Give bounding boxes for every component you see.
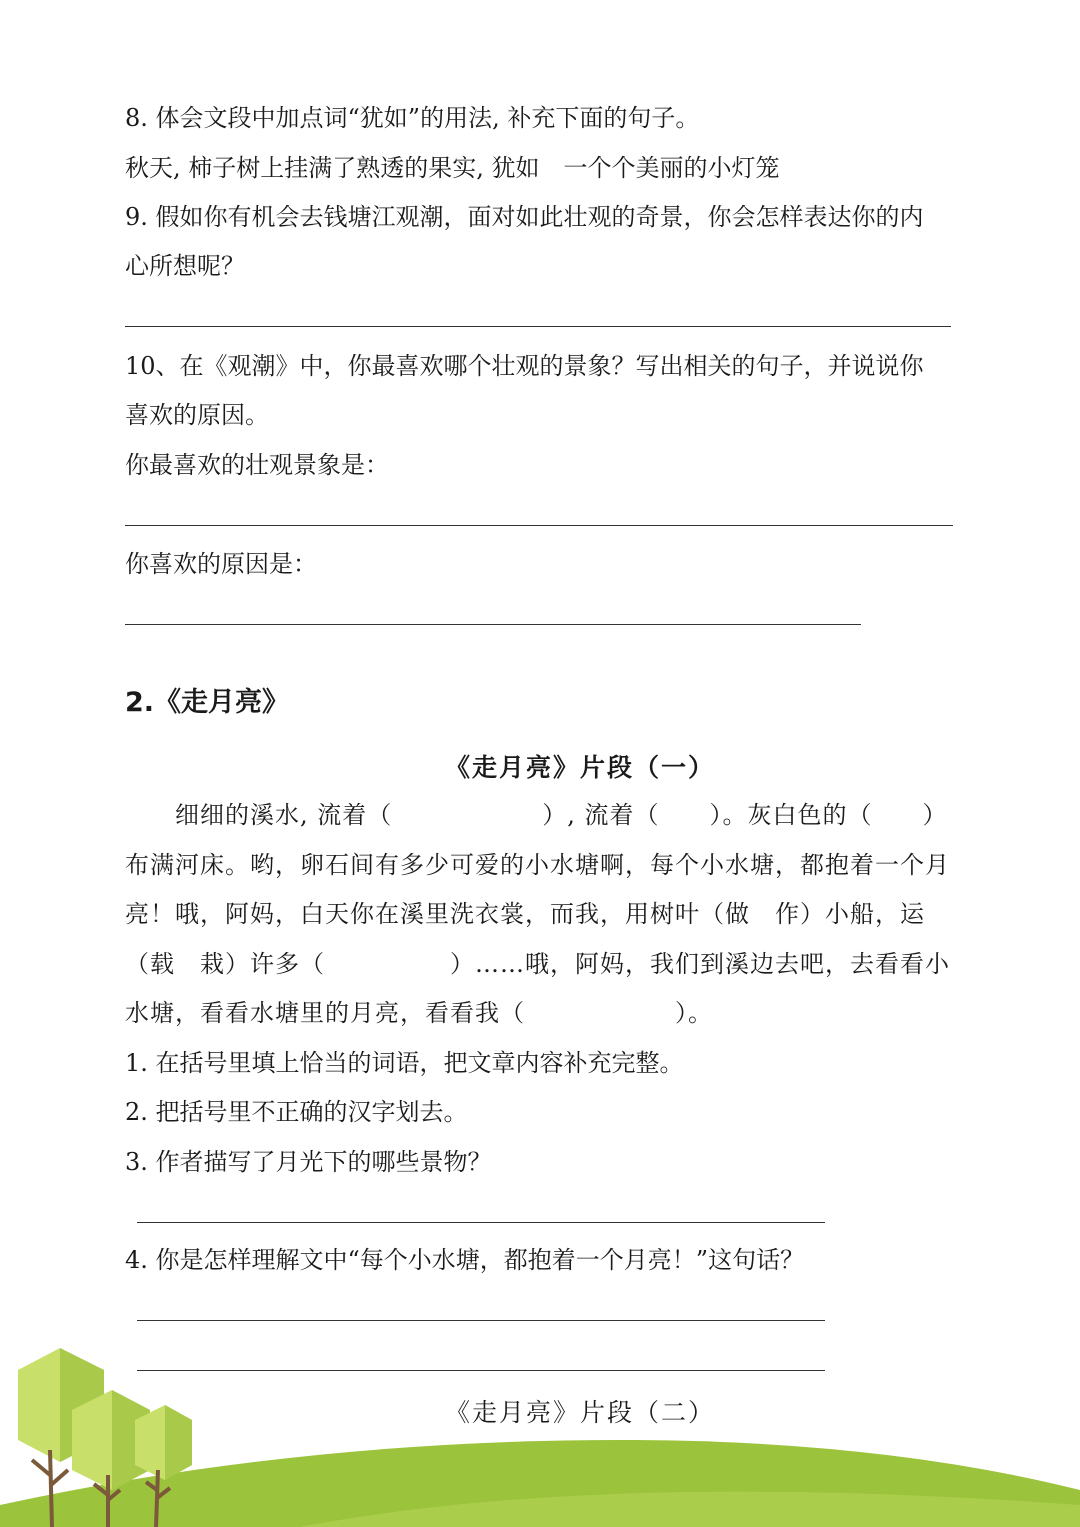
- passage-line-1: 细细的溪水, 流着（ ）, 流着（ ）。灰白色的（ ）: [125, 801, 948, 829]
- question-2-2: 2. 把括号里不正确的汉字划去。: [125, 1098, 468, 1126]
- question-8-answer: 秋天, 柿子树上挂满了熟透的果实, 犹如 一个个美丽的小灯笼: [125, 154, 780, 182]
- answer-line-q10-scene[interactable]: [125, 525, 953, 526]
- answer-line-q9[interactable]: [125, 326, 951, 327]
- question-2-4: 4. 你是怎样理解文中“每个小水塘，都抱着一个月亮！”这句话？: [125, 1246, 805, 1274]
- question-10-line2: 喜欢的原因。: [125, 401, 269, 429]
- section-heading: 2.《走月亮》: [125, 687, 290, 718]
- question-10-prompt-scene: 你最喜欢的壮观景象是：: [125, 451, 389, 479]
- question-2-1: 1. 在括号里填上恰当的词语，把文章内容补充完整。: [125, 1049, 684, 1077]
- passage-line-4: （载 栽）许多（ ）……哦，阿妈，我们到溪边去吧，去看看小: [125, 950, 950, 978]
- excerpt-2-title: 《走月亮》片段（二）: [444, 1398, 715, 1427]
- question-10-line1: 10、在《观潮》中，你最喜欢哪个壮观的景象？写出相关的句子，并说说你: [125, 352, 924, 380]
- passage-line-5: 水塘，看看水塘里的月亮，看看我（ ）。: [125, 999, 713, 1027]
- question-9-line1: 9. 假如你有机会去钱塘江观潮，面对如此壮观的奇景，你会怎样表达你的内: [125, 203, 924, 231]
- question-2-3: 3. 作者描写了月光下的哪些景物？: [125, 1148, 492, 1176]
- excerpt-1-title: 《走月亮》片段（一）: [444, 753, 715, 782]
- question-8: 8. 体会文段中加点词“犹如”的用法, 补充下面的句子。: [125, 104, 700, 132]
- passage-line-3: 亮！哦，阿妈，白天你在溪里洗衣裳，而我，用树叶（做 作）小船，运: [125, 900, 925, 928]
- question-10-prompt-reason: 你喜欢的原因是：: [125, 550, 317, 578]
- tree-hill-illustration: [0, 1330, 1080, 1527]
- answer-line-q2-4a[interactable]: [137, 1320, 825, 1321]
- question-9-line2: 心所想呢？: [125, 252, 245, 280]
- passage-line-2: 布满河床。哟，卵石间有多少可爱的小水塘啊，每个小水塘，都抱着一个月: [125, 851, 950, 879]
- answer-line-q10-reason[interactable]: [125, 624, 861, 625]
- answer-line-q2-3[interactable]: [137, 1222, 825, 1223]
